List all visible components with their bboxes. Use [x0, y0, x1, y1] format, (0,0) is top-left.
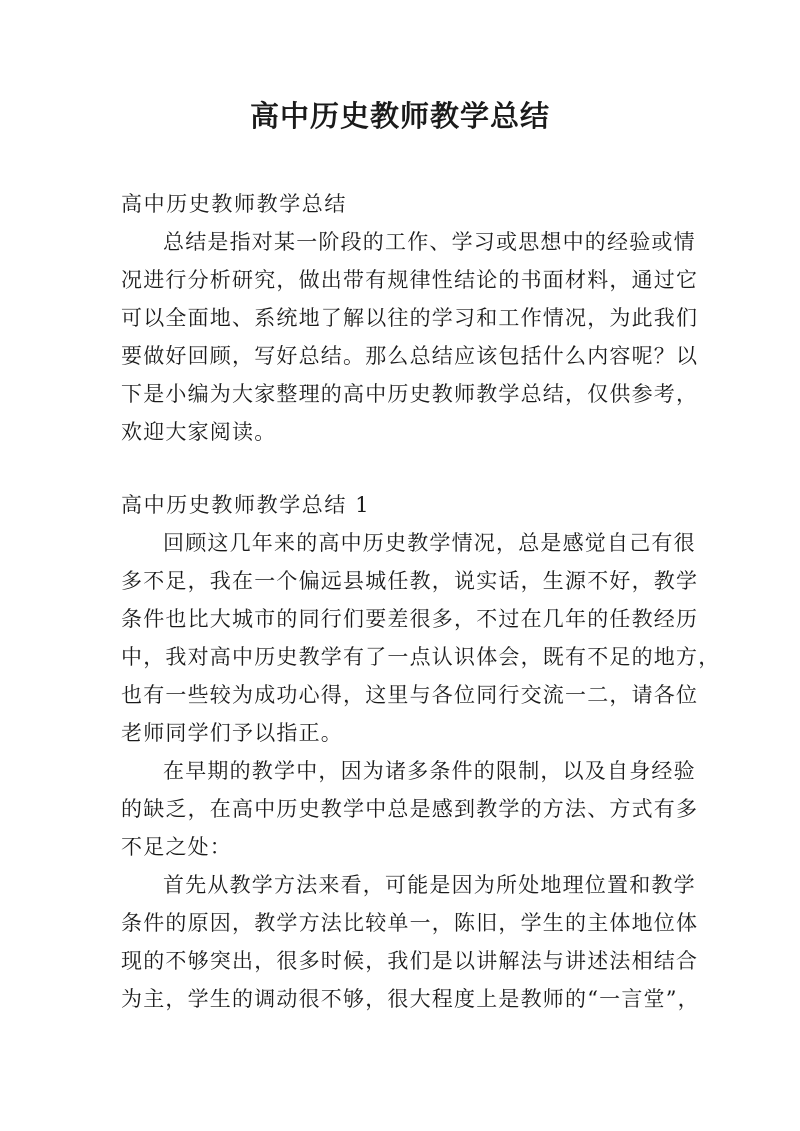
- paragraph-line: 老师同学们予以指正。: [121, 721, 343, 745]
- paragraph-line: 多不足，我在一个偏远县城任教，说实话，生源不好，教学: [121, 569, 699, 593]
- paragraph-line: 可以全面地、系统地了解以往的学习和工作情况，为此我们: [121, 306, 699, 330]
- paragraph-line: 的缺乏，在高中历史教学中总是感到教学的方法、方式有多: [121, 797, 699, 821]
- paragraph-line: 现的不够突出，很多时候，我们是以讲解法与讲述法相结合: [121, 949, 699, 973]
- paragraph-line: 首先从教学方法来看，可能是因为所处地理位置和教学: [163, 873, 696, 897]
- paragraph-line: 下是小编为大家整理的高中历史教师教学总结，仅供参考，: [121, 382, 699, 406]
- paragraph-line: 欢迎大家阅读。: [121, 420, 277, 444]
- paragraph-line: 为主，学生的调动很不够，很大程度上是教师的“一言堂”，: [121, 987, 700, 1011]
- document-title: 高中历史教师教学总结: [249, 99, 550, 133]
- paragraph-line: 也有一些较为成功心得，这里与各位同行交流一二，请各位: [121, 683, 699, 707]
- paragraph-line: 条件也比大城市的同行们要差很多，不过在几年的任教经历: [121, 607, 699, 631]
- section-heading-1: 高中历史教师教学总结 1: [121, 493, 371, 517]
- paragraph-line: 要做好回顾，写好总结。那么总结应该包括什么内容呢？以: [121, 344, 699, 368]
- paragraph-line: 况进行分析研究，做出带有规律性结论的书面材料，通过它: [121, 268, 699, 292]
- paragraph-line: 在早期的教学中，因为诸多条件的限制，以及自身经验: [163, 759, 696, 783]
- paragraph-line: 回顾这几年来的高中历史教学情况，总是感觉自己有很: [163, 531, 696, 555]
- paragraph-line: 中，我对高中历史教学有了一点认识体会，既有不足的地方，: [121, 645, 721, 669]
- paragraph-line: 不足之处：: [121, 835, 232, 859]
- paragraph-line: 总结是指对某一阶段的工作、学习或思想中的经验或情: [163, 230, 696, 254]
- section-heading-intro: 高中历史教师教学总结: [121, 192, 347, 216]
- paragraph-line: 条件的原因，教学方法比较单一，陈旧，学生的主体地位体: [121, 911, 699, 935]
